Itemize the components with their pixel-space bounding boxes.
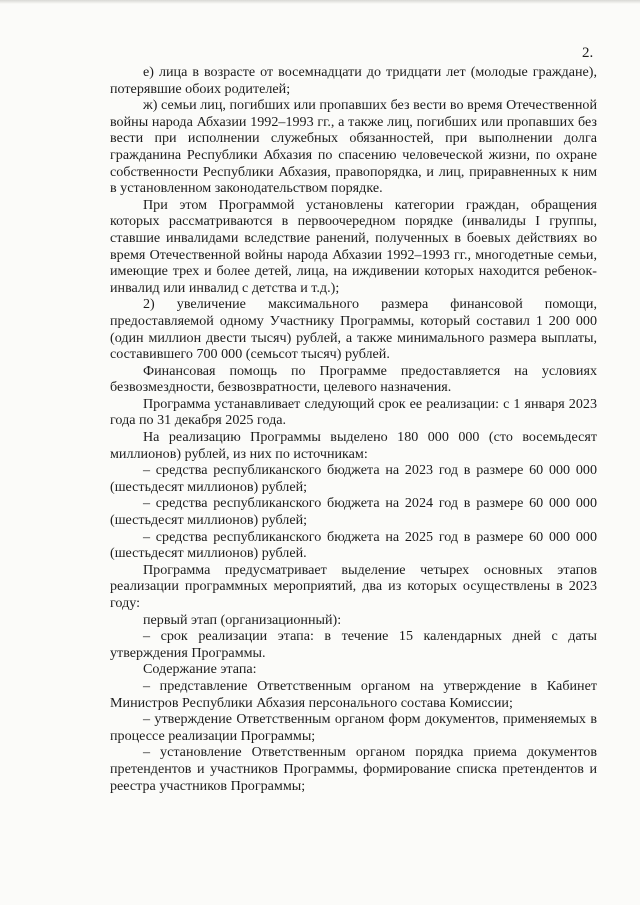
- paragraph-stage-one: первый этап (организационный):: [143, 611, 342, 628]
- paragraph-item-zh: ж) семьи лиц, погибших или пропавших без вести во время Отечественной войны народа Абхазии 1992–1993 гг., а также лиц, погибших или пропавших без вести при исполнении служебных обязанностей, при выполнении долга гражданина Республики Абхазия по спасению человеческой жизни, по охране собственности Республики Абхазия, правопорядка, и лиц, приравненных к ним в установленном законодательством порядке.: [110, 97, 597, 197]
- paragraph-item-e: е) лица в возрасте от восемнадцати до тридцати лет (молодые граждане), потерявшие обоих родителей;: [110, 64, 597, 97]
- paragraph-funding-2024: – средства республиканского бюджета на 2024 год в размере 60 000 000 (шестьдесят миллионов) рублей;: [110, 495, 597, 529]
- paragraph-commission-composition: – представление Ответственным органом на утверждение в Кабинет Министров Республики Абхазия персонального состава Комиссии;: [110, 677, 597, 711]
- scan-edge: [0, 0, 640, 4]
- paragraph-program-period: Программа устанавливает следующий срок ее реализации: с 1 января 2023 года по 31 декабря 2025 года.: [110, 395, 597, 429]
- paragraph-max-payment: 2) увеличение максимального размера финансовой помощи, предоставляемой одному Участнику Программы, который составил 1 200 000 (один миллион двести тысяч) рублей, а также минимального размера выплаты, составившего 700 000 (семьсот тысяч) рублей.: [110, 296, 597, 363]
- paragraph-funding-total: На реализацию Программы выделено 180 000 000 (сто восемьдесят миллионов) рублей, из них по источникам:: [110, 429, 597, 462]
- document-body: [110, 64, 597, 794]
- paragraph-acceptance-procedure: – установление Ответственным органом порядка приема документов претендентов и участников Программы, формирование списка претендентов и реестра участников Программы;: [110, 744, 597, 794]
- paragraph-funding-2023: – средства республиканского бюджета на 2023 год в размере 60 000 000 (шестьдесят миллионов) рублей;: [110, 462, 597, 495]
- page-number: 2.: [582, 45, 594, 61]
- paragraph-financial-terms: Финансовая помощь по Программе предоставляется на условиях безвозмездности, безвозвратности, целевого назначения.: [110, 362, 597, 396]
- paragraph-stages: Программа предусматривает выделение четырех основных этапов реализации программных мероприятий, два из которых осуществлены в 2023 году:: [110, 561, 597, 611]
- paragraph-stage-content-heading: Содержание этапа:: [143, 661, 257, 678]
- paragraph-priority-categories: При этом Программой установлены категории граждан, обращения которых рассматриваются в первоочередном порядке (инвалиды I группы, ставшие инвалидами вследствие ранений, полученных в боевых действиях во время Отечественной войны народа Абхазии 1992–1993 гг., многодетные семьи, имеющие трех и более детей, лица, на иждивении которых находится ребенок-инвалид или инвалид с детства и т.д.);: [110, 196, 597, 296]
- paragraph-document-forms: – утверждение Ответственным органом форм документов, применяемых в процессе реализации Программы;: [110, 711, 597, 744]
- paragraph-funding-2025: – средства республиканского бюджета на 2025 год в размере 60 000 000 (шестьдесят миллионов) рублей.: [110, 528, 597, 562]
- paragraph-stage-one-term: – срок реализации этапа: в течение 15 календарных дней с даты утверждения Программы.: [110, 628, 597, 661]
